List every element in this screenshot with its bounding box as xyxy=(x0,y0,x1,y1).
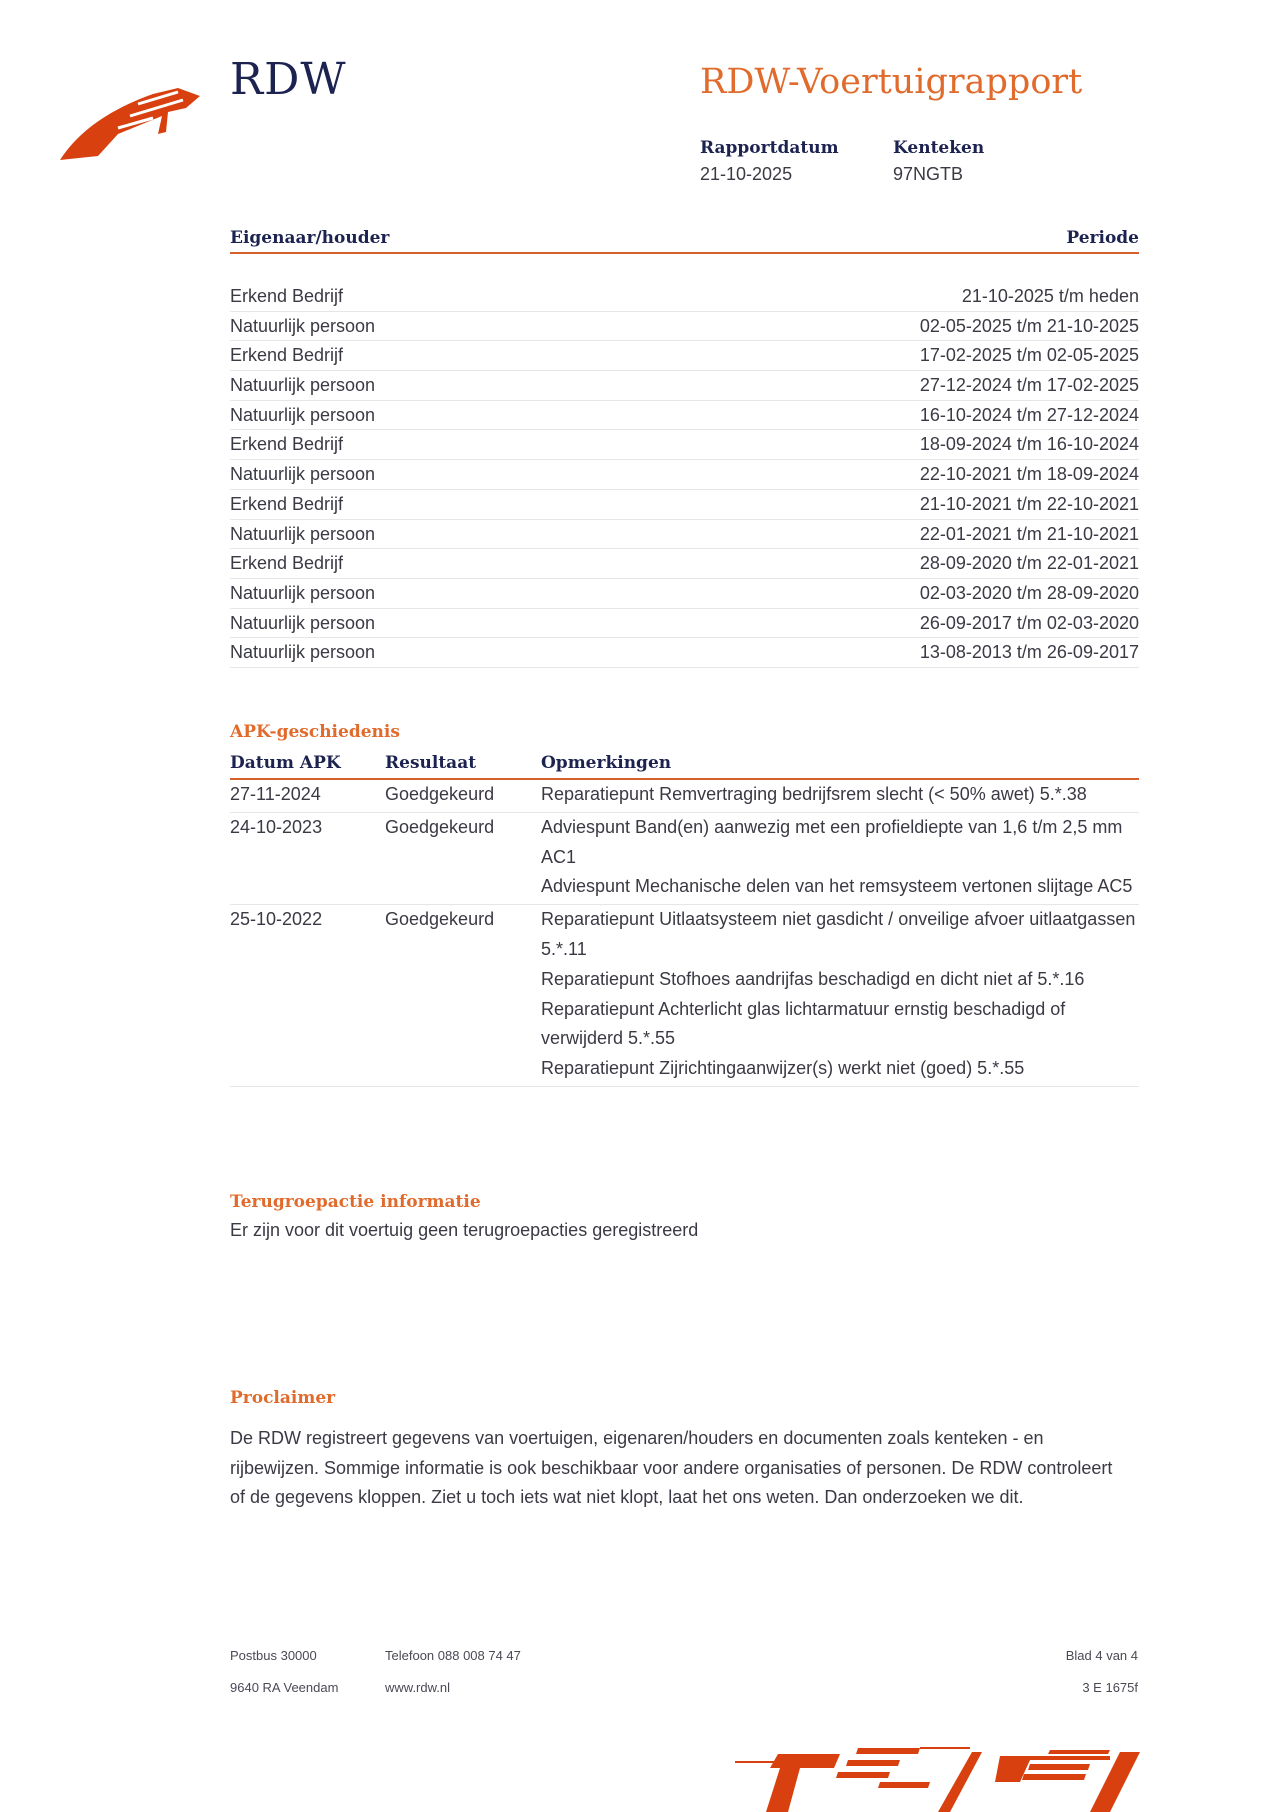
table-row xyxy=(230,813,1139,905)
rdw-stripe-graphic-icon xyxy=(730,1742,1280,1812)
owner-period: 22-10-2021 t/m 18-09-2024 xyxy=(919,464,1139,485)
table-row xyxy=(230,609,1139,639)
table-row xyxy=(230,780,1139,813)
table-row xyxy=(230,282,1139,312)
owner-period: 02-03-2020 t/m 28-09-2020 xyxy=(919,582,1139,603)
apk-remarks xyxy=(541,780,1139,810)
owner-period: 13-08-2013 t/m 26-09-2017 xyxy=(919,642,1139,663)
owner-type: Natuurlijk persoon xyxy=(230,464,376,485)
owner-type: Natuurlijk persoon xyxy=(230,315,376,336)
owner-period: 28-09-2020 t/m 22-01-2021 xyxy=(919,553,1139,574)
apk-table-header xyxy=(230,748,1139,780)
proclaimer-title: Proclaimer xyxy=(230,1388,336,1408)
owner-type: Erkend Bedrijf xyxy=(230,553,344,574)
owner-type: Natuurlijk persoon xyxy=(230,375,376,396)
owner-table xyxy=(230,282,1139,668)
footer-city: 9640 RA Veendam xyxy=(230,1680,339,1695)
apk-date: 27-11-2024 xyxy=(230,784,321,804)
footer-phone: Telefoon 088 008 74 47 xyxy=(385,1648,521,1663)
apk-remark: Adviespunt Band(en) aanwezig met een profieldiepte van 1,6 t/m 2,5 mm AC1 xyxy=(541,816,1123,867)
document-code: 3 E 1675f xyxy=(1082,1680,1138,1695)
apk-remarks xyxy=(541,905,1139,1084)
table-row xyxy=(230,312,1139,342)
owner-type: Natuurlijk persoon xyxy=(230,523,376,544)
owner-period: 22-01-2021 t/m 21-10-2021 xyxy=(919,523,1139,544)
apk-remark: Reparatiepunt Achterlicht glas lichtarmatuur ernstig beschadigd of verwijderd 5.*.55 xyxy=(541,998,1066,1049)
owner-type: Erkend Bedrijf xyxy=(230,493,344,514)
owner-period: 26-09-2017 t/m 02-03-2020 xyxy=(919,612,1139,633)
apk-remark: Reparatiepunt Zijrichtingaanwijzer(s) werkt niet (goed) 5.*.55 xyxy=(541,1058,1025,1079)
owner-type: Natuurlijk persoon xyxy=(230,642,376,663)
report-title: RDW-Voertuigrapport xyxy=(700,62,1083,102)
report-date-label: Rapportdatum xyxy=(700,138,839,158)
plate-label: Kenteken xyxy=(893,138,985,158)
owner-type: Erkend Bedrijf xyxy=(230,345,344,366)
apk-section-title: APK-geschiedenis xyxy=(230,722,400,742)
report-date-value: 21-10-2025 xyxy=(700,164,793,184)
recall-text: Er zijn voor dit voertuig geen terugroepacties geregistreerd xyxy=(230,1220,699,1240)
page-number: Blad 4 van 4 xyxy=(1065,1648,1138,1663)
owner-period: 02-05-2025 t/m 21-10-2025 xyxy=(919,315,1139,336)
table-row xyxy=(230,460,1139,490)
apk-remark: Reparatiepunt Stofhoes aandrijfas beschadigd en dicht niet af 5.*.16 xyxy=(541,968,1085,989)
table-row xyxy=(230,430,1139,460)
plate-value: 97NGTB xyxy=(893,164,964,184)
proclaimer-text: De RDW registreert gegevens van voertuigen, eigenaren/houders en documenten zoals kenteken - en rijbewijzen. Sommige informatie is ook beschikbaar voor andere organisaties of personen. De RDW controleert of de gegevens kloppen. Ziet u toch iets wat niet klopt, laat het ons weten. Dan onderzoeken we dit. xyxy=(230,1428,1113,1507)
table-row xyxy=(230,905,1139,1087)
logo-text: RDW xyxy=(230,54,347,105)
owner-period: 16-10-2024 t/m 27-12-2024 xyxy=(919,404,1139,425)
owner-period: 17-02-2025 t/m 02-05-2025 xyxy=(919,345,1139,366)
apk-remarks xyxy=(541,813,1139,902)
owner-column-header: Eigenaar/houder xyxy=(230,228,390,248)
footer-website[interactable]: www.rdw.nl xyxy=(385,1680,451,1695)
period-column-header: Periode xyxy=(1066,228,1139,248)
owner-period: 21-10-2025 t/m heden xyxy=(961,286,1139,306)
table-row xyxy=(230,490,1139,520)
owner-type: Erkend Bedrijf xyxy=(230,286,344,306)
apk-date: 25-10-2022 xyxy=(230,909,323,930)
apk-remark: Reparatiepunt Uitlaatsysteem niet gasdicht / onveilige afvoer uitlaatgassen 5.*.11 xyxy=(541,909,1136,959)
table-row xyxy=(230,341,1139,371)
table-row xyxy=(230,371,1139,401)
apk-result: Goedgekeurd xyxy=(385,784,495,804)
owner-type: Erkend Bedrijf xyxy=(230,434,344,455)
table-row xyxy=(230,549,1139,579)
apk-date-header: Datum APK xyxy=(230,753,341,773)
apk-remark: Adviespunt Mechanische delen van het remsysteem vertonen slijtage AC5 xyxy=(541,876,1133,897)
report-date-block xyxy=(700,138,839,185)
table-row xyxy=(230,401,1139,431)
footer-address xyxy=(230,1640,338,1704)
apk-result: Goedgekeurd xyxy=(385,909,495,930)
owner-period: 27-12-2024 t/m 17-02-2025 xyxy=(919,375,1139,396)
apk-remark: Reparatiepunt Remvertraging bedrijfsrem slecht (< 50% awet) 5.*.38 xyxy=(541,784,1087,804)
table-row xyxy=(230,579,1139,609)
apk-remarks-header: Opmerkingen xyxy=(541,753,672,773)
owner-table-header xyxy=(230,224,1139,254)
rdw-logo-icon xyxy=(58,82,208,162)
owner-type: Natuurlijk persoon xyxy=(230,582,376,603)
owner-period: 21-10-2021 t/m 22-10-2021 xyxy=(919,493,1139,514)
footer-page-info xyxy=(1066,1640,1138,1704)
owner-type: Natuurlijk persoon xyxy=(230,404,376,425)
footer-contact xyxy=(385,1640,521,1704)
apk-result: Goedgekeurd xyxy=(385,816,495,837)
recall-section-title: Terugroepactie informatie xyxy=(230,1192,481,1212)
apk-result-header: Resultaat xyxy=(385,753,477,773)
owner-period: 18-09-2024 t/m 16-10-2024 xyxy=(919,434,1139,455)
table-row xyxy=(230,638,1139,668)
owner-type: Natuurlijk persoon xyxy=(230,612,376,633)
footer-postbus: Postbus 30000 xyxy=(230,1648,317,1663)
plate-block xyxy=(893,138,984,185)
apk-date: 24-10-2023 xyxy=(230,816,323,837)
table-row xyxy=(230,520,1139,550)
apk-table xyxy=(230,748,1139,1087)
